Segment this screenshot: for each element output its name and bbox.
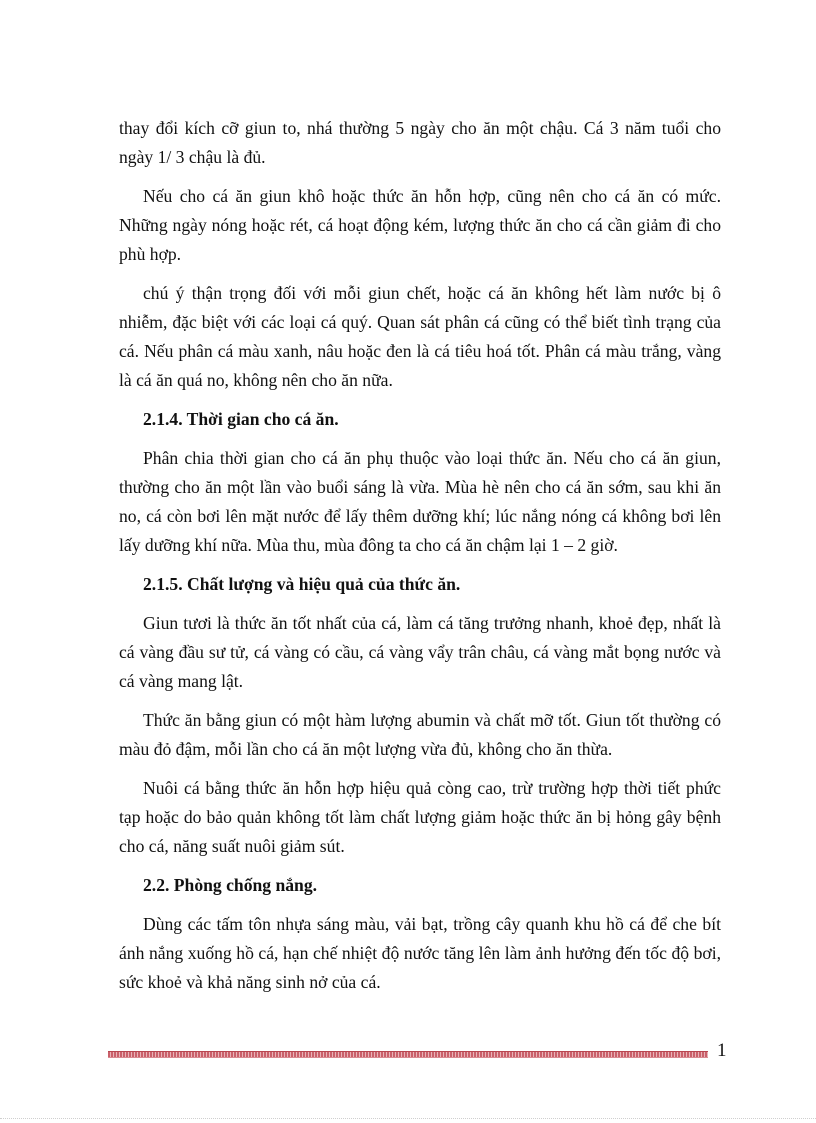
paragraph-worm-nutrition: Thức ăn bằng giun có một hàm lượng abumin và chất mỡ tốt. Giun tốt thường có màu đỏ đậm, mỗi lần cho cá ăn một lượng vừa đủ, không cho ăn thừa. [119, 710, 721, 759]
document-body [119, 114, 721, 1007]
section-heading-feeding-time: 2.1.4. Thời gian cho cá ăn. [143, 409, 339, 429]
section-heading-food-quality: 2.1.5. Chất lượng và hiệu quả của thức ăn. [143, 574, 461, 594]
paragraph-water-pollution: chú ý thận trọng đối với mỗi giun chết, hoặc cá ăn không hết làm nước bị ô nhiễm, đặc biệt với các loại cá quý. Quan sát phân cá cũng có thể biết tình trạng của cá. Nếu phân cá màu xanh, nâu hoặc đen là cá tiêu hoá tốt. Phân cá màu trắng, vàng là cá ăn quá no, không nên cho ăn nữa. [119, 283, 721, 390]
paragraph-fresh-worms: Giun tươi là thức ăn tốt nhất của cá, làm cá tăng trưởng nhanh, khoẻ đẹp, nhất là cá vàng đầu sư tử, cá vàng có cầu, cá vàng vẩy trân châu, cá vàng mắt bọng nước và cá vàng mang lật. [119, 613, 721, 691]
section-heading-sun-protection: 2.2. Phòng chống nắng. [143, 875, 318, 895]
paragraph-feeding-schedule: Phân chia thời gian cho cá ăn phụ thuộc vào loại thức ăn. Nếu cho cá ăn giun, thường cho ăn một lần vào buổi sáng là vừa. Mùa hè nên cho cá ăn sớm, sau khi ăn no, cá còn bơi lên mặt nước để lấy thêm dưỡng khí; lúc nắng nóng cá không bơi lên lấy dưỡng khí nữa. Mùa thu, mùa đông ta cho cá ăn chậm lại 1 – 2 giờ. [119, 448, 721, 555]
page-edge-divider [0, 1118, 816, 1119]
paragraph-shade-methods: Dùng các tấm tôn nhựa sáng màu, vải bạt, trồng cây quanh khu hồ cá để che bít ánh nắng xuống hồ cá, hạn chế nhiệt độ nước tăng lên làm ảnh hưởng đến tốc độ bơi, sức khoẻ và khả năng sinh nở của cá. [119, 914, 721, 992]
page-number: 1 [717, 1040, 727, 1061]
paragraph-dry-food: Nếu cho cá ăn giun khô hoặc thức ăn hỗn hợp, cũng nên cho cá ăn có mức. Những ngày nóng hoặc rét, cá hoạt động kém, lượng thức ăn cho cá cần giảm đi cho phù hợp. [119, 186, 721, 264]
footer-divider [108, 1051, 708, 1058]
paragraph-continuation: thay đổi kích cỡ giun to, nhá thường 5 ngày cho ăn một chậu. Cá 3 năm tuổi cho ngày 1/ 3 chậu là đủ. [119, 118, 721, 167]
paragraph-mixed-food: Nuôi cá bằng thức ăn hỗn hợp hiệu quả còng cao, trừ trường hợp thời tiết phức tạp hoặc do bảo quản không tốt làm chất lượng giảm hoặc thức ăn bị hỏng gây bệnh cho cá, năng suất nuôi giảm sút. [119, 778, 721, 856]
